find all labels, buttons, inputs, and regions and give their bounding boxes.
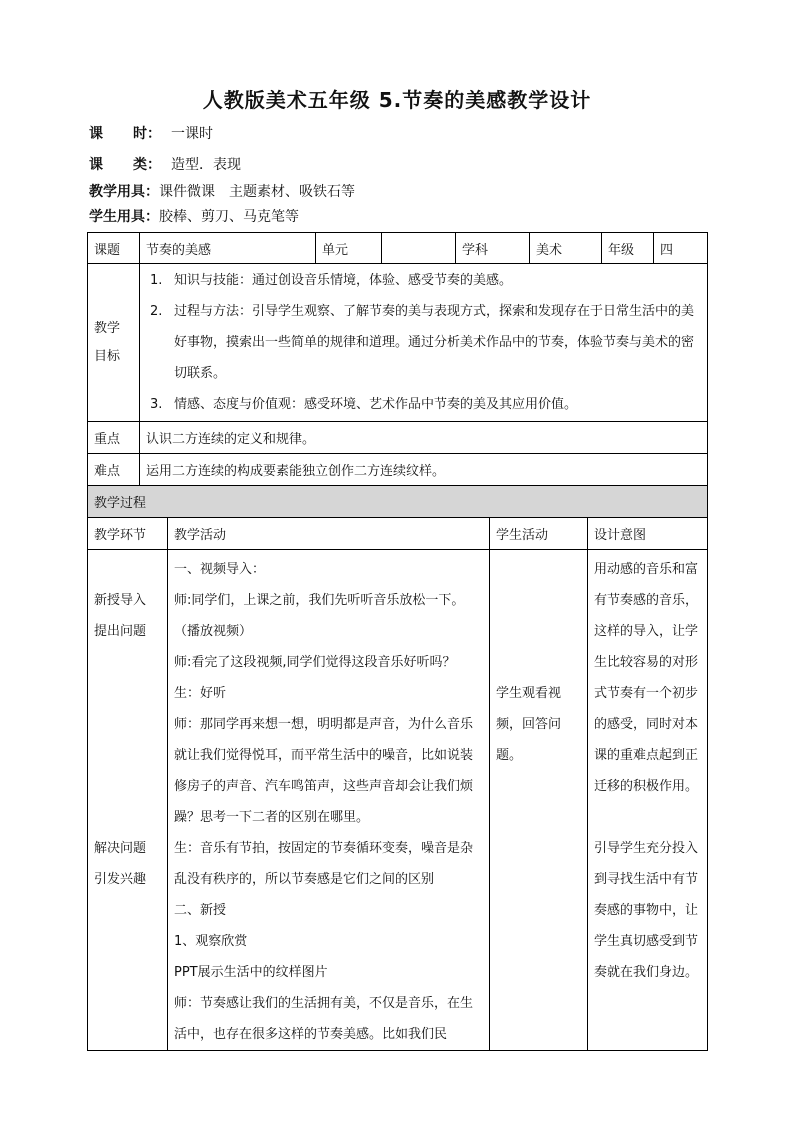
grade-value: 四 — [654, 233, 708, 264]
teacher-tools-value: 课件微课 主题素材、吸铁石等 — [159, 184, 355, 200]
student-tools-label: 学生用具： — [89, 209, 159, 225]
meta-teacher-tools — [89, 182, 355, 202]
activity-line: 二、新授 — [174, 903, 227, 918]
activity-line: 生：音乐有节拍，按固定的节奏循环变奏，噪音是杂乱没有秩序的，所以节奏感是它们之间的区别 — [174, 841, 474, 887]
activity-line: （播放视频） — [174, 624, 253, 639]
process-section-title: 教学过程 — [88, 486, 708, 518]
stage-solve: 解决问题引发兴趣 — [94, 841, 147, 887]
grade-label: 年级 — [602, 233, 654, 264]
meta-duration — [89, 124, 213, 144]
goal-item: 2. 过程与方法：引导学生观察、了解节奏的美与表现方式，探索和发现存在于日常生活中的美好事物，摸索出一些简单的规律和道理。通过分析美术作品中的节奏，体验节奏与美术的密切联系。 — [150, 304, 695, 381]
document-title: 人教版美术五年级 5.节奏的美感教学设计 — [202, 88, 592, 112]
activity-column — [168, 550, 490, 1051]
unit-value — [382, 233, 456, 264]
activity-line: 1、观察欣赏 — [174, 934, 248, 949]
duration-value: 一课时 — [171, 126, 213, 142]
meta-student-tools — [89, 207, 299, 227]
process-section-header — [88, 486, 708, 518]
goal-item: 1. 知识与技能：通过创设音乐情境，体验、感受节奏的美感。 — [150, 273, 513, 288]
subject-label: 学科 — [456, 233, 530, 264]
unit-label: 单元 — [316, 233, 382, 264]
design-intent-2: 引导学生充分投入到寻找生活中有节奏感的事物中，让学生真切感受到节奏就在我们身边。 — [594, 841, 699, 980]
header-student: 学生活动 — [490, 518, 588, 550]
student-tools-value: 胶棒、剪刀、马克笔等 — [159, 209, 299, 225]
type-value: 造型．表现 — [171, 157, 241, 173]
stage-intro: 新授导入提出问题 — [94, 593, 147, 639]
header-intent: 设计意图 — [588, 518, 708, 550]
process-header-row — [88, 518, 708, 550]
goals-row — [88, 264, 708, 422]
activity-line: 师：节奏感让我们的生活拥有美，不仅是音乐，在生活中，也存在很多这样的节奏美感。比如我们民 — [174, 996, 474, 1042]
difficulty-value: 运用二方连续的构成要素能独立创作二方连续纹样。 — [140, 454, 708, 486]
subject-value: 美术 — [530, 233, 602, 264]
student-activity: 学生观看视频，回答问题。 — [496, 686, 562, 763]
key-point-row — [88, 422, 708, 454]
activity-line: 师:同学们，上课之前，我们先听听音乐放松一下。 — [174, 593, 465, 608]
design-intent-1: 用动感的音乐和富有节奏感的音乐，这样的导入，让学生比较容易的对形式节奏有一个初步的感受，同时对本课的重难点起到正迁移的积极作用。 — [594, 562, 699, 794]
duration-label: 课 时： — [89, 126, 161, 142]
teacher-tools-label: 教学用具： — [89, 184, 159, 200]
goals-list — [140, 264, 708, 422]
key-point-label: 重点 — [88, 422, 140, 454]
goal-item: 3. 情感、态度与价值观：感受环境、艺术作品中节奏的美及其应用价值。 — [150, 397, 578, 412]
activity-line: 一、视频导入： — [174, 562, 266, 577]
activity-line: 师：那同学再来想一想，明明都是声音，为什么音乐就让我们觉得悦耳，而平常生活中的噪音，比如说装修房子的声音、汽车鸣笛声，这些声音却会让我们烦躁？思考一下二者的区别在哪里。 — [174, 717, 474, 825]
activity-line: 师:看完了这段视频,同学们觉得这段音乐好听吗？ — [174, 655, 456, 670]
stage-column — [88, 550, 168, 1051]
difficulty-label: 难点 — [88, 454, 140, 486]
activity-line: 生：好听 — [174, 686, 227, 701]
student-activity-column — [490, 550, 588, 1051]
goals-label: 教学目标 — [88, 264, 140, 422]
topic-label: 课题 — [88, 233, 140, 264]
type-label: 课 类： — [89, 157, 161, 173]
difficulty-row — [88, 454, 708, 486]
activity-line: PPT展示生活中的纹样图片 — [174, 965, 328, 980]
info-table — [87, 232, 708, 486]
process-body-row — [88, 550, 708, 1051]
topic-row — [88, 233, 708, 264]
design-intent-column — [588, 550, 708, 1051]
header-activity: 教学活动 — [168, 518, 490, 550]
key-point-value: 认识二方连续的定义和规律。 — [140, 422, 708, 454]
header-stage: 教学环节 — [88, 518, 168, 550]
process-table — [87, 485, 708, 1051]
topic-value: 节奏的美感 — [140, 233, 316, 264]
meta-type — [89, 155, 241, 175]
